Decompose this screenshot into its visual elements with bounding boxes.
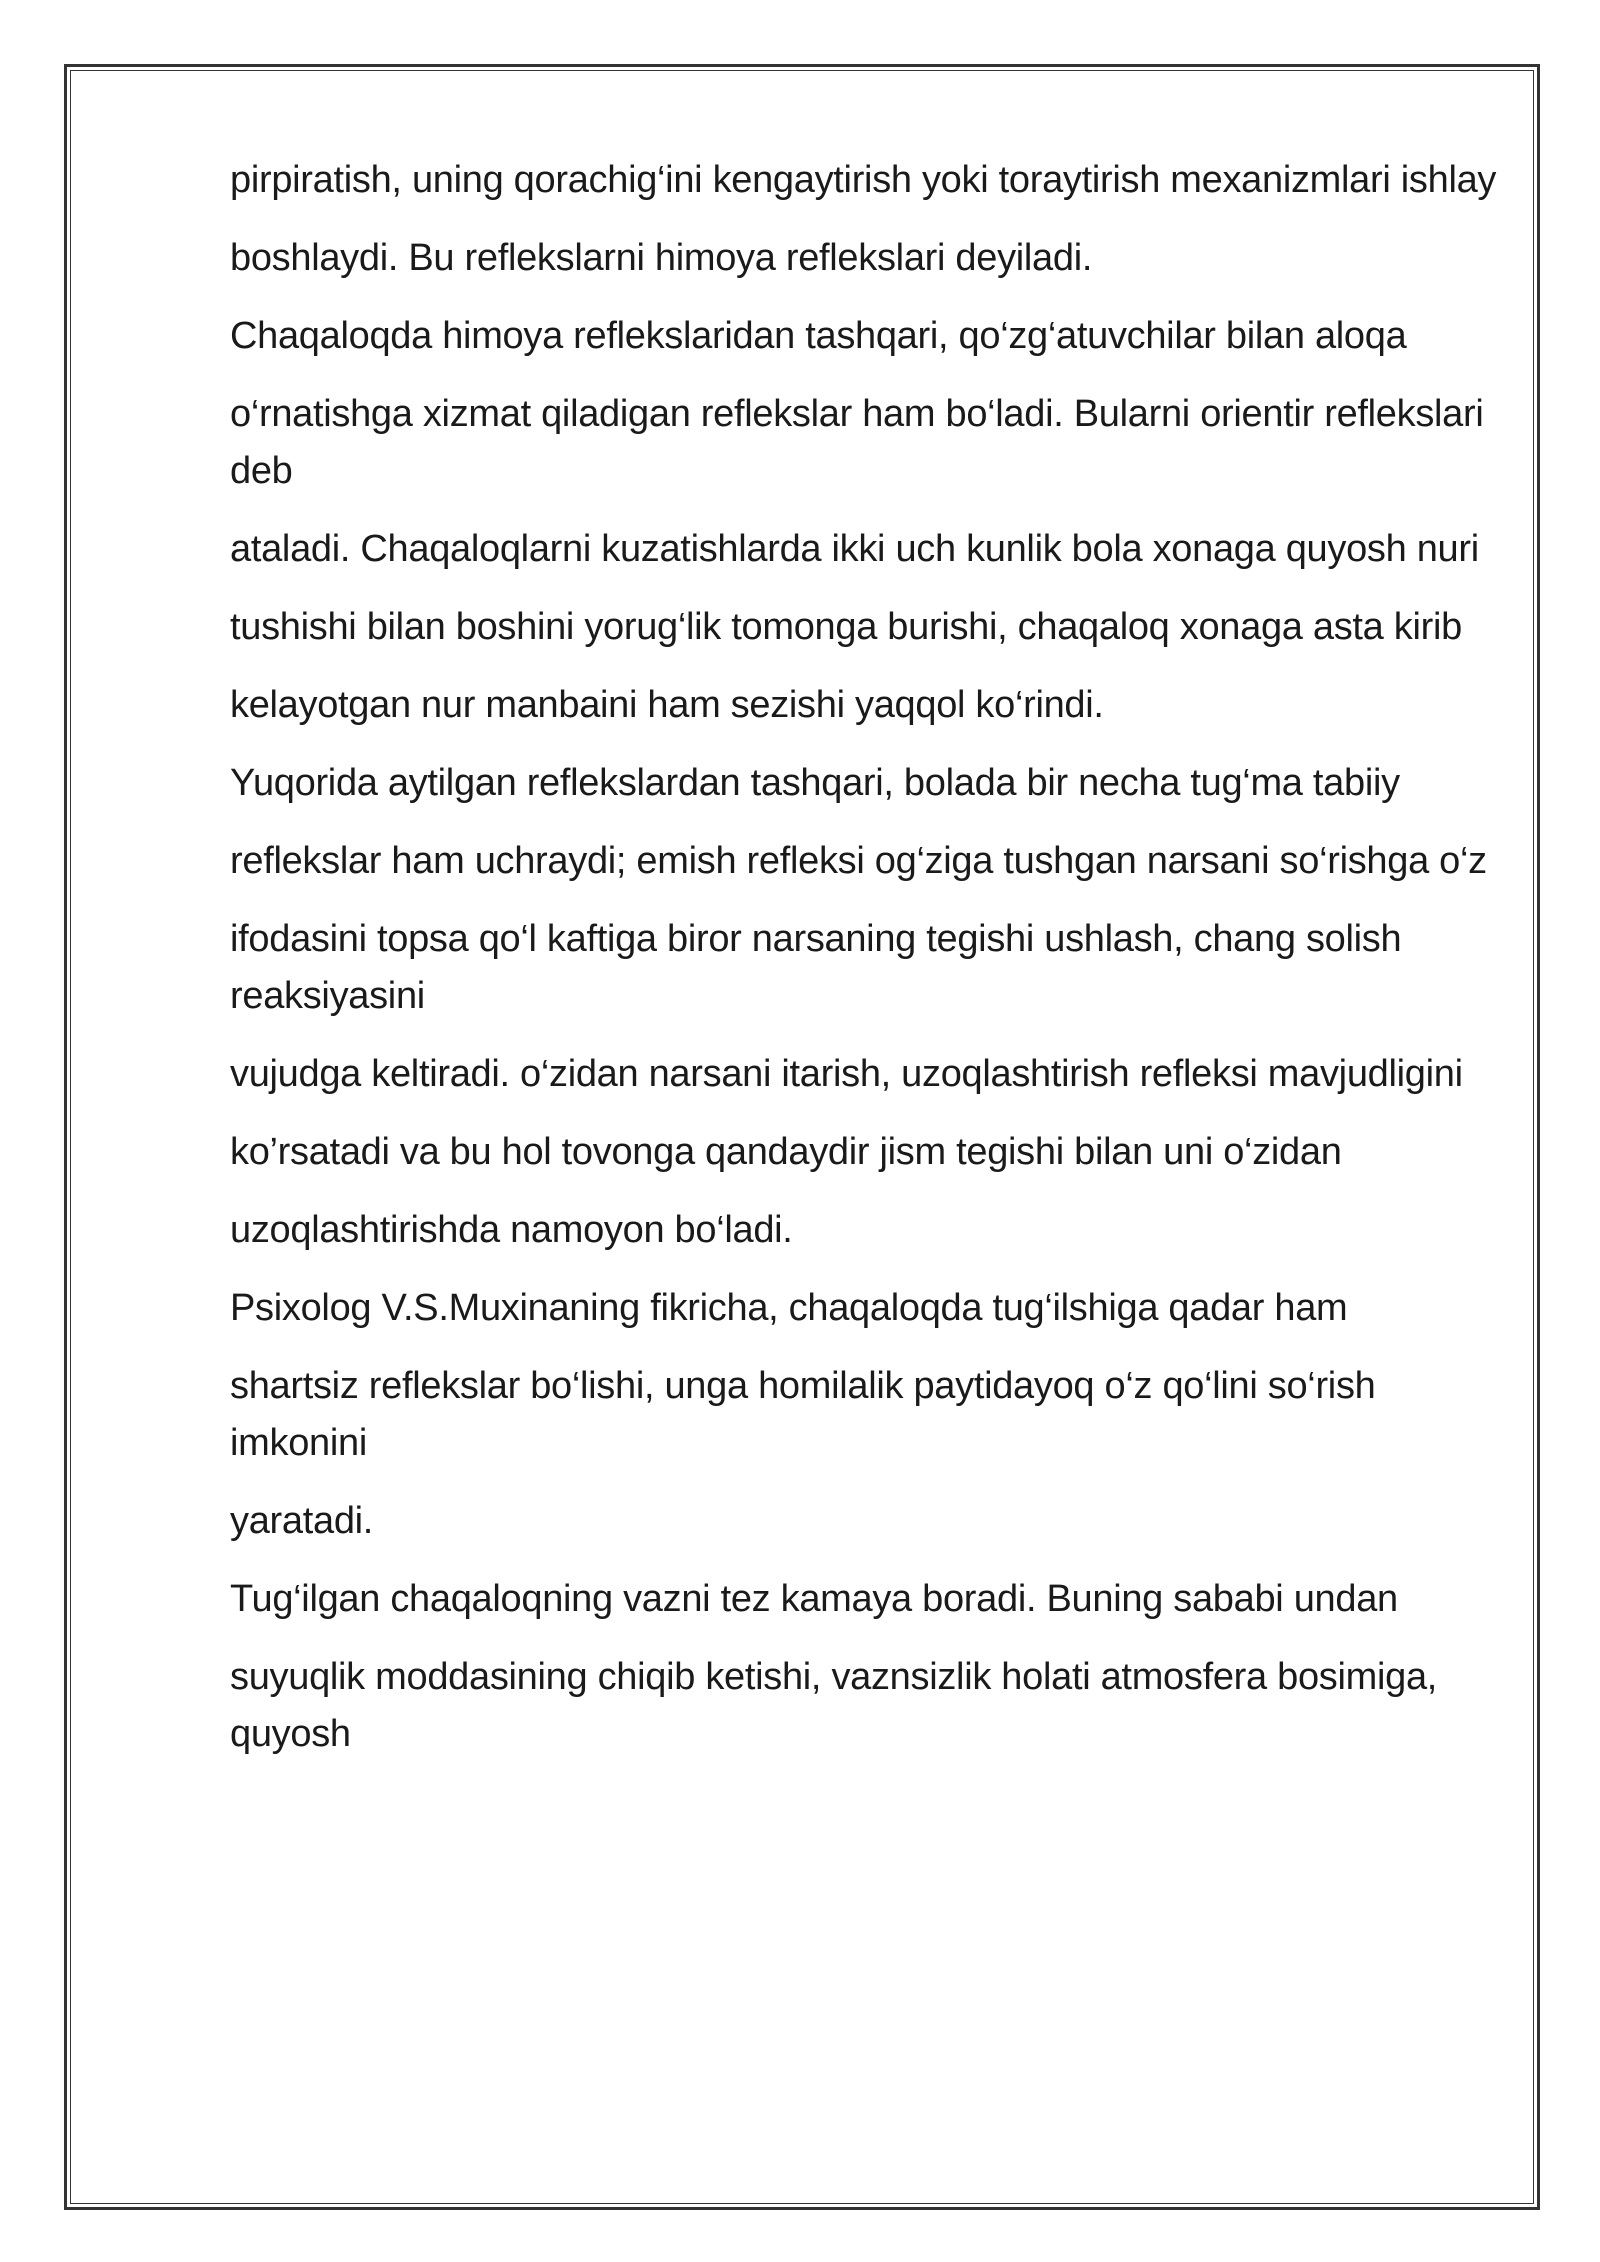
document-body [230, 152, 1500, 1784]
text-line: tushishi bilan boshini yorug‘lik tomonga burishi, chaqaloq xonaga asta kirib [230, 606, 1462, 648]
text-line: Tug‘ilgan chaqaloqning vazni tez kamaya boradi. Buning sababi undan [230, 1578, 1398, 1620]
text-line: Psixolog V.S.Muxinaning fikricha, chaqaloqda tug‘ilshiga qadar ham [230, 1287, 1348, 1329]
text-line: Yuqorida aytilgan reflekslardan tashqari, bolada bir necha tug‘ma tabiiy [230, 762, 1400, 804]
text-line: Chaqaloqda himoya reflekslaridan tashqari, qo‘zg‘atuvchilar bilan aloqa [230, 315, 1407, 357]
text-line: uzoqlashtirishda namoyon bo‘ladi. [230, 1209, 793, 1251]
text-line: pirpiratish, uning qorachig‘ini kengaytirish yoki toraytirish mexanizmlari ishlay [230, 159, 1497, 201]
text-line: boshlaydi. Bu reflekslarni himoya reflekslari deyiladi. [230, 237, 1093, 279]
text-line: ataladi. Chaqaloqlarni kuzatishlarda ikki uch kunlik bola xonaga quyosh nuri [230, 528, 1479, 570]
text-line: shartsiz reflekslar bo‘lishi, unga homilalik paytidayoq o‘z qo‘lini so‘rish imkonini [230, 1365, 1376, 1464]
text-line: yaratadi. [230, 1500, 374, 1542]
text-line: o‘rnatishga xizmat qiladigan reflekslar ham bo‘ladi. Bularni orientir reflekslari deb [230, 393, 1484, 492]
text-line: reflekslar ham uchraydi; emish refleksi og‘ziga tushgan narsani so‘rishga o‘z [230, 840, 1487, 882]
text-line: kelayotgan nur manbaini ham sezishi yaqqol ko‘rindi. [230, 684, 1104, 726]
text-line: vujudga keltiradi. o‘zidan narsani itarish, uzoqlashtirish refleksi mavjudligini [230, 1053, 1463, 1095]
text-line: ifodasini topsa qo‘l kaftiga biror narsaning tegishi ushlash, chang solish reaksiyasini [230, 918, 1402, 1017]
text-line: suyuqlik moddasining chiqib ketishi, vaznsizlik holati atmosfera bosimiga, quyosh [230, 1656, 1438, 1755]
text-line: ko’rsatadi va bu hol tovonga qandaydir jism tegishi bilan uni o‘zidan [230, 1131, 1342, 1173]
